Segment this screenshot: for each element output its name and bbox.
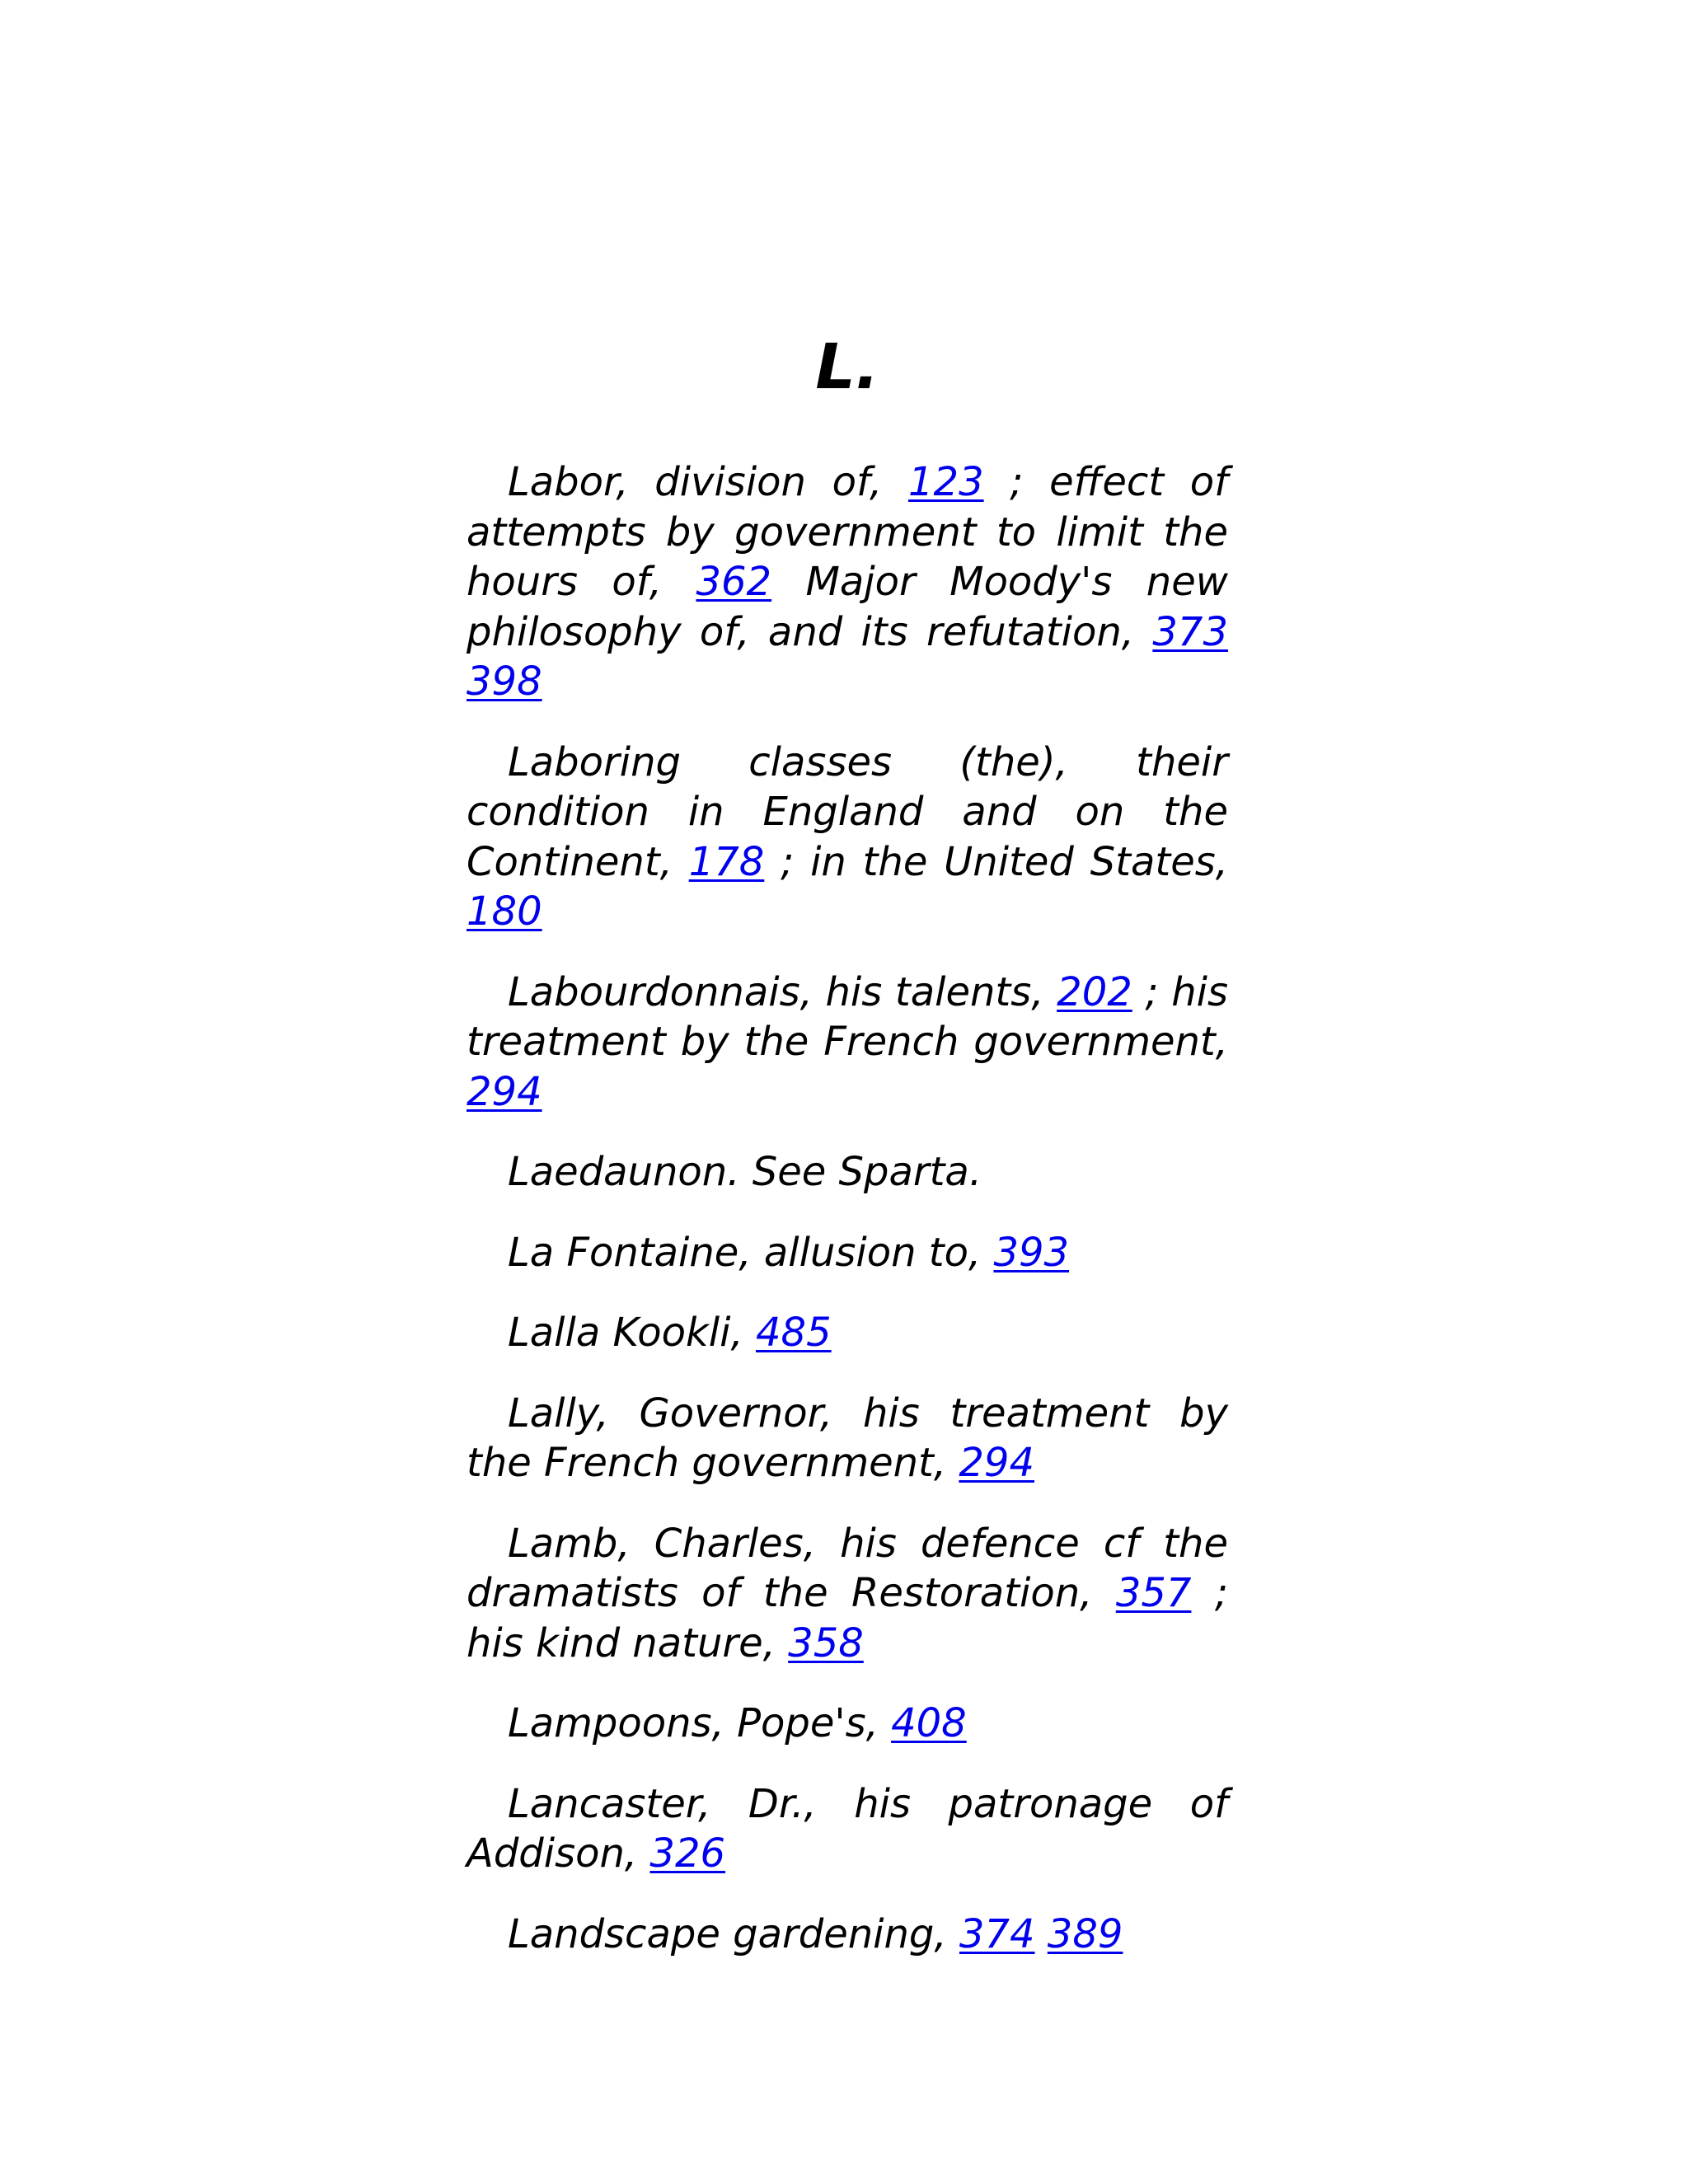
index-entry (467, 1699, 1228, 1749)
page-reference-link[interactable]: 485 (755, 1310, 832, 1356)
index-entry (467, 1519, 1228, 1669)
index-entry-list (467, 457, 1228, 1959)
page-reference-link[interactable]: 180 (467, 888, 542, 935)
index-entry-text: Labourdonnais, his talents, (508, 968, 1057, 1015)
index-entry-text: ; in the United States, (764, 838, 1228, 885)
page-reference-link[interactable]: 374 (959, 1910, 1035, 1957)
index-entry (467, 1779, 1228, 1879)
index-entry-text: Labor, division of, (508, 459, 908, 505)
index-entry-text: ; effect of attempts by government to limit the hours of, (467, 459, 1228, 605)
page-reference-link[interactable]: 202 (1057, 968, 1132, 1015)
page-reference-link[interactable]: 357 (1115, 1570, 1192, 1616)
page-reference-link[interactable]: 358 (788, 1619, 864, 1666)
page-reference-link[interactable]: 408 (891, 1700, 967, 1746)
index-entry-text: Lally, Governor, his treatment by the French government, (467, 1390, 1228, 1486)
index-entry-text: Lalla Kookli, (508, 1310, 756, 1356)
page-reference-link[interactable]: 393 (993, 1229, 1070, 1276)
index-entry (467, 457, 1228, 707)
page-reference-link[interactable]: 178 (688, 838, 765, 885)
index-entry (467, 1389, 1228, 1488)
index-entry-text: Lamb, Charles, his defence cf the dramatists of the Restoration, (467, 1520, 1228, 1616)
index-entry-text: Landscape gardening, (508, 1910, 959, 1957)
index-entry-text: Major Moody's new philosophy of, and its refutation, (467, 559, 1228, 655)
index-entry (467, 1308, 1228, 1358)
index-entry-text (1035, 1911, 1048, 1957)
index-entry (467, 1228, 1228, 1278)
index-page (467, 326, 1228, 1990)
index-entry (467, 1910, 1228, 1960)
page-reference-link[interactable]: 294 (959, 1440, 1034, 1486)
index-entry-text: Lampoons, Pope's, (508, 1700, 892, 1746)
index-entry-text: Lancaster, Dr., his patronage of Addison, (467, 1780, 1228, 1877)
index-entry-text: ; his treatment by the French government, (467, 968, 1229, 1065)
index-entry-text: La Fontaine, allusion to, (508, 1229, 994, 1276)
page-reference-link[interactable]: 123 (907, 459, 984, 505)
page-reference-link[interactable]: 294 (467, 1068, 542, 1115)
section-letter-heading: L. (815, 330, 879, 403)
page-reference-link[interactable]: 326 (649, 1830, 726, 1877)
index-entry (467, 1147, 1228, 1197)
page-reference-link[interactable]: 389 (1047, 1910, 1123, 1957)
page-reference-link[interactable]: 398 (467, 658, 542, 705)
index-entry-text: ; his kind nature, (467, 1570, 1228, 1666)
index-entry (467, 738, 1228, 937)
page-reference-link[interactable]: 373 (1152, 608, 1228, 655)
index-entry (467, 968, 1228, 1118)
index-entry-text: Laedaunon. See Sparta. (508, 1149, 982, 1195)
page-reference-link[interactable]: 362 (696, 559, 772, 605)
index-entry-text: Laboring classes (the), their condition in England and on the Continent, (467, 738, 1228, 885)
